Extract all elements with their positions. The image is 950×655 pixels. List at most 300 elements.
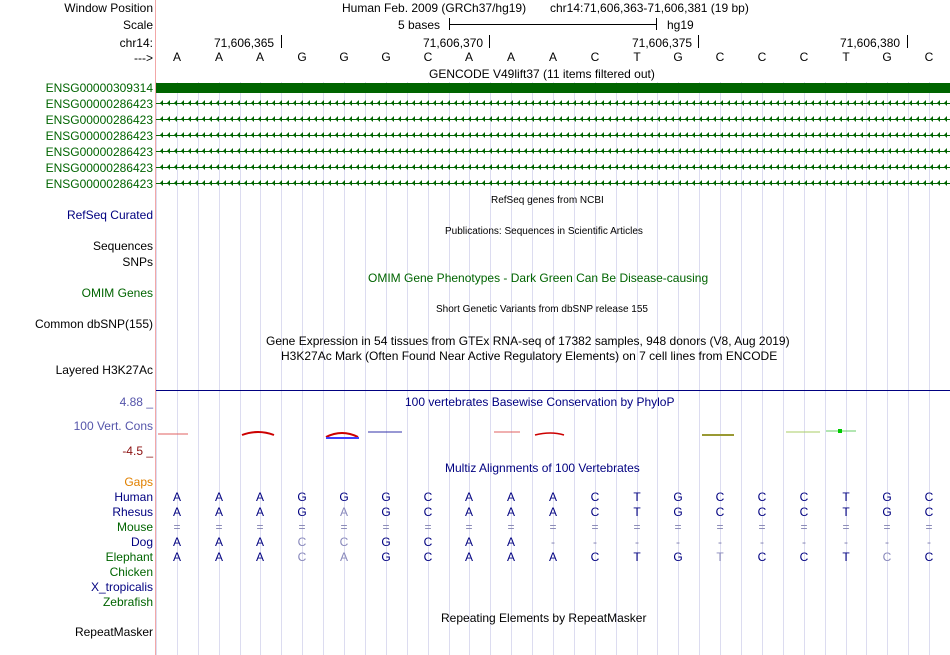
strand-arrow	[300, 100, 303, 106]
strand-arrow	[286, 100, 289, 106]
strand-arrow	[699, 116, 702, 122]
alignment-base: =	[173, 520, 181, 534]
alignment-base: G	[297, 505, 307, 519]
strand-arrow	[272, 116, 275, 122]
strand-arrow	[503, 100, 506, 106]
strand-arrow	[405, 100, 408, 106]
strand-arrow	[566, 132, 569, 138]
strand-arrow	[580, 164, 583, 170]
strand-arrow	[412, 164, 415, 170]
strand-arrow	[566, 116, 569, 122]
strand-arrow	[902, 148, 905, 154]
alignment-base: C	[297, 535, 307, 549]
strand-arrow	[566, 180, 569, 186]
strand-arrow	[923, 148, 926, 154]
strand-arrow	[412, 132, 415, 138]
strand-arrow	[594, 180, 597, 186]
strand-arrow	[216, 100, 219, 106]
strand-arrow	[538, 148, 541, 154]
strand-arrow	[349, 100, 352, 106]
strand-arrow	[482, 116, 485, 122]
scale-db: hg19	[667, 18, 694, 32]
strand-arrow	[566, 100, 569, 106]
strand-arrow	[832, 132, 835, 138]
species-label[interactable]: X_tropicalis	[90, 580, 153, 594]
strand-arrow	[377, 164, 380, 170]
strand-arrow	[307, 100, 310, 106]
strand-arrow	[181, 148, 184, 154]
strand-arrow	[524, 100, 527, 106]
alignment-base: =	[215, 520, 223, 534]
strand-arrow	[937, 116, 940, 122]
strand-arrow	[706, 116, 709, 122]
strand-arrow	[517, 132, 520, 138]
strand-arrow	[643, 148, 646, 154]
strand-arrow	[678, 148, 681, 154]
strand-arrow	[874, 132, 877, 138]
strand-arrow	[384, 100, 387, 106]
strand-arrow	[223, 132, 226, 138]
strand-arrow	[769, 164, 772, 170]
strand-arrow	[944, 148, 947, 154]
species-label[interactable]: Mouse	[116, 520, 153, 534]
strand-arrow	[244, 164, 247, 170]
strand-arrow	[657, 100, 660, 106]
gene-intron-arrows[interactable]	[156, 151, 950, 152]
strand-label: --->	[134, 51, 153, 65]
strand-arrow	[727, 100, 730, 106]
strand-arrow	[202, 164, 205, 170]
strand-arrow	[853, 116, 856, 122]
strand-arrow	[853, 132, 856, 138]
alignment-base: A	[464, 535, 473, 549]
gencode-gene-label[interactable]: ENSG00000286423	[45, 113, 153, 127]
strand-arrow	[223, 148, 226, 154]
strand-arrow	[307, 180, 310, 186]
refseq-track-title: RefSeq genes from NCBI	[491, 195, 604, 206]
strand-arrow	[916, 100, 919, 106]
strand-arrow	[762, 180, 765, 186]
common-dbsnp-label[interactable]: Common dbSNP(155)	[34, 317, 153, 331]
strand-arrow	[293, 132, 296, 138]
strand-arrow	[909, 164, 912, 170]
strand-arrow	[237, 100, 240, 106]
strand-arrow	[188, 100, 191, 106]
strand-arrow	[468, 180, 471, 186]
strand-arrow	[328, 116, 331, 122]
strand-arrow	[825, 100, 828, 106]
strand-arrow	[398, 164, 401, 170]
strand-arrow	[286, 148, 289, 154]
strand-arrow	[279, 100, 282, 106]
alignment-base: T	[842, 550, 850, 564]
alignment-base: A	[548, 550, 557, 564]
species-label[interactable]: Dog	[130, 535, 153, 549]
alignment-base: G	[381, 535, 391, 549]
strand-arrow	[244, 100, 247, 106]
strand-arrow	[573, 100, 576, 106]
strand-arrow	[916, 132, 919, 138]
strand-arrow	[181, 164, 184, 170]
strand-arrow	[587, 116, 590, 122]
strand-arrow	[363, 100, 366, 106]
strand-arrow	[937, 100, 940, 106]
strand-arrow	[832, 148, 835, 154]
strand-arrow	[489, 164, 492, 170]
strand-arrow	[342, 180, 345, 186]
strand-arrow	[902, 164, 905, 170]
sequences-label[interactable]: Sequences	[92, 239, 153, 253]
strand-arrow	[650, 164, 653, 170]
strand-arrow	[552, 148, 555, 154]
strand-arrow	[804, 100, 807, 106]
strand-arrow	[580, 100, 583, 106]
strand-arrow	[258, 116, 261, 122]
strand-arrow	[811, 116, 814, 122]
strand-arrow	[538, 132, 541, 138]
strand-arrow	[895, 116, 898, 122]
layered-h3k27ac-label[interactable]: Layered H3K27Ac	[55, 363, 153, 377]
alignment-base: C	[423, 550, 433, 564]
strand-arrow	[524, 164, 527, 170]
strand-arrow	[251, 100, 254, 106]
strand-arrow	[846, 116, 849, 122]
strand-arrow	[342, 100, 345, 106]
alignment-base: A	[255, 535, 264, 549]
strand-arrow	[825, 116, 828, 122]
strand-arrow	[797, 100, 800, 106]
snps-label[interactable]: SNPs	[122, 255, 153, 269]
repeatmasker-label[interactable]: RepeatMasker	[74, 625, 153, 639]
strand-arrow	[517, 116, 520, 122]
strand-arrow	[776, 100, 779, 106]
alignment-base: A	[464, 505, 473, 519]
strand-arrow	[573, 148, 576, 154]
strand-arrow	[195, 100, 198, 106]
alignment-base: A	[214, 535, 223, 549]
strand-arrow	[888, 100, 891, 106]
strand-arrow	[839, 148, 842, 154]
strand-arrow	[825, 180, 828, 186]
gencode-gene-label[interactable]: ENSG00000286423	[45, 161, 153, 175]
strand-arrow	[419, 116, 422, 122]
gencode-gene-label[interactable]: ENSG00000286423	[45, 129, 153, 143]
strand-arrow	[741, 164, 744, 170]
strand-arrow	[923, 100, 926, 106]
strand-arrow	[769, 116, 772, 122]
strand-arrow	[272, 132, 275, 138]
strand-arrow	[419, 100, 422, 106]
strand-arrow	[867, 148, 870, 154]
strand-arrow	[629, 100, 632, 106]
gencode-gene-label[interactable]: ENSG00000309314	[45, 81, 153, 95]
strand-arrow	[636, 100, 639, 106]
strand-arrow	[664, 100, 667, 106]
gencode-gene-label[interactable]: ENSG00000286423	[45, 97, 153, 111]
strand-arrow	[489, 100, 492, 106]
strand-arrow	[342, 116, 345, 122]
strand-arrow	[468, 100, 471, 106]
strand-arrow	[419, 148, 422, 154]
alignment-base: -	[593, 535, 597, 549]
strand-arrow	[818, 180, 821, 186]
alignment-base: A	[506, 535, 515, 549]
gene-intron-arrows[interactable]	[156, 135, 950, 136]
alignment-base: A	[548, 505, 557, 519]
strand-arrow	[496, 180, 499, 186]
strand-arrow	[202, 116, 205, 122]
strand-arrow	[293, 180, 296, 186]
strand-arrow	[370, 132, 373, 138]
strand-arrow	[405, 148, 408, 154]
strand-arrow	[160, 164, 163, 170]
strand-arrow	[706, 148, 709, 154]
strand-arrow	[188, 148, 191, 154]
strand-arrow	[594, 132, 597, 138]
alignment-base: A	[339, 505, 348, 519]
strand-arrow	[762, 164, 765, 170]
alignment-base: C	[339, 535, 349, 549]
strand-arrow	[692, 100, 695, 106]
strand-arrow	[629, 148, 632, 154]
strand-arrow	[531, 180, 534, 186]
strand-arrow	[874, 164, 877, 170]
strand-arrow	[209, 148, 212, 154]
alignment-base: G	[673, 550, 683, 564]
strand-arrow	[230, 132, 233, 138]
strand-arrow	[223, 180, 226, 186]
gencode-gene-label[interactable]: ENSG00000286423	[45, 177, 153, 191]
strand-arrow	[636, 164, 639, 170]
strand-arrow	[650, 132, 653, 138]
species-label[interactable]: Chicken	[109, 565, 153, 579]
strand-arrow	[909, 180, 912, 186]
strand-arrow	[734, 164, 737, 170]
strand-arrow	[216, 148, 219, 154]
strand-arrow	[181, 180, 184, 186]
strand-arrow	[349, 148, 352, 154]
strand-arrow	[804, 180, 807, 186]
alignment-base: C	[715, 505, 725, 519]
species-label[interactable]: Zebrafish	[102, 595, 153, 609]
alignment-base: =	[800, 520, 808, 534]
strand-arrow	[426, 164, 429, 170]
strand-arrow	[629, 164, 632, 170]
species-label[interactable]: Elephant	[105, 550, 153, 564]
strand-arrow	[713, 148, 716, 154]
strand-arrow	[167, 132, 170, 138]
species-label[interactable]: Human	[114, 490, 153, 504]
strand-arrow	[769, 100, 772, 106]
gene-intron-arrows[interactable]	[156, 103, 950, 104]
strand-arrow	[706, 132, 709, 138]
multiz-track-title: Multiz Alignments of 100 Vertebrates	[445, 461, 640, 475]
strand-arrow	[636, 180, 639, 186]
alignment-base: C	[799, 550, 809, 564]
strand-arrow	[853, 148, 856, 154]
strand-arrow	[825, 132, 828, 138]
strand-arrow	[692, 148, 695, 154]
strand-arrow	[426, 100, 429, 106]
strand-arrow	[902, 132, 905, 138]
strand-arrow	[797, 180, 800, 186]
strand-arrow	[160, 180, 163, 186]
strand-arrow	[517, 164, 520, 170]
strand-arrow	[258, 164, 261, 170]
strand-arrow	[356, 148, 359, 154]
strand-arrow	[342, 132, 345, 138]
phylop-track-title: 100 vertebrates Basewise Conservation by PhyloP	[405, 395, 675, 409]
strand-arrow	[720, 132, 723, 138]
strand-arrow	[377, 100, 380, 106]
strand-arrow	[580, 116, 583, 122]
strand-arrow	[524, 116, 527, 122]
100-vert-cons-label[interactable]: 100 Vert. Cons	[73, 419, 153, 433]
species-alignment-row	[156, 520, 950, 534]
strand-arrow	[881, 164, 884, 170]
alignment-base: =	[883, 520, 891, 534]
strand-arrow	[265, 132, 268, 138]
strand-arrow	[706, 100, 709, 106]
strand-arrow	[202, 148, 205, 154]
strand-arrow	[510, 116, 513, 122]
strand-arrow	[398, 180, 401, 186]
strand-arrow	[874, 148, 877, 154]
strand-arrow	[328, 180, 331, 186]
strand-arrow	[783, 100, 786, 106]
strand-arrow	[293, 100, 296, 106]
strand-arrow	[587, 100, 590, 106]
strand-arrow	[881, 100, 884, 106]
strand-arrow	[650, 116, 653, 122]
alignment-base: A	[506, 505, 515, 519]
strand-arrow	[552, 116, 555, 122]
strand-arrow	[671, 164, 674, 170]
gene-intron-arrows[interactable]	[156, 167, 950, 168]
ruler-tick-label: 71,606,375	[632, 36, 693, 50]
strand-arrow	[664, 180, 667, 186]
gene-intron-arrows[interactable]	[156, 183, 950, 184]
strand-arrow	[188, 116, 191, 122]
strand-arrow	[300, 148, 303, 154]
strand-arrow	[811, 148, 814, 154]
strand-arrow	[265, 180, 268, 186]
strand-arrow	[510, 100, 513, 106]
strand-arrow	[335, 116, 338, 122]
alignment-base: G	[882, 490, 892, 504]
strand-arrow	[279, 116, 282, 122]
strand-arrow	[902, 180, 905, 186]
strand-arrow	[643, 132, 646, 138]
strand-arrow	[405, 116, 408, 122]
strand-arrow	[559, 148, 562, 154]
strand-arrow	[713, 100, 716, 106]
strand-arrow	[531, 132, 534, 138]
strand-arrow	[503, 116, 506, 122]
strand-arrow	[720, 116, 723, 122]
strand-arrow	[377, 148, 380, 154]
strand-arrow	[503, 132, 506, 138]
base-letter: G	[339, 50, 349, 64]
alignment-base: =	[424, 520, 432, 534]
strand-arrow	[286, 132, 289, 138]
species-label[interactable]: Rhesus	[112, 505, 153, 519]
strand-arrow	[237, 180, 240, 186]
strand-arrow	[664, 132, 667, 138]
refseq-curated-label[interactable]: RefSeq Curated	[66, 208, 153, 222]
strand-arrow	[531, 100, 534, 106]
strand-arrow	[573, 180, 576, 186]
strand-arrow	[167, 100, 170, 106]
strand-arrow	[251, 132, 254, 138]
alignment-base: =	[340, 520, 348, 534]
strand-arrow	[265, 116, 268, 122]
strand-arrow	[580, 148, 583, 154]
strand-arrow	[286, 164, 289, 170]
alignment-base: =	[633, 520, 641, 534]
strand-arrow	[482, 132, 485, 138]
alignment-base: -	[760, 535, 764, 549]
alignment-base: T	[842, 505, 850, 519]
alignment-base: C	[924, 550, 934, 564]
gene-intron-arrows[interactable]	[156, 119, 950, 120]
strand-arrow	[699, 164, 702, 170]
strand-arrow	[244, 116, 247, 122]
strand-arrow	[377, 116, 380, 122]
strand-arrow	[832, 116, 835, 122]
alignment-base: G	[673, 505, 683, 519]
strand-arrow	[608, 116, 611, 122]
strand-arrow	[671, 132, 674, 138]
strand-arrow	[251, 116, 254, 122]
alignment-base: G	[673, 490, 683, 504]
strand-arrow	[860, 100, 863, 106]
strand-arrow	[895, 148, 898, 154]
gencode-gene-label[interactable]: ENSG00000286423	[45, 145, 153, 159]
strand-arrow	[790, 116, 793, 122]
scale-value: 5 bases	[398, 18, 441, 32]
gene-exon-bar[interactable]	[156, 83, 950, 93]
strand-arrow	[874, 180, 877, 186]
gaps-label[interactable]: Gaps	[124, 475, 153, 489]
strand-arrow	[559, 164, 562, 170]
strand-arrow	[433, 132, 436, 138]
strand-arrow	[622, 100, 625, 106]
strand-arrow	[671, 148, 674, 154]
strand-arrow	[762, 116, 765, 122]
strand-arrow	[594, 164, 597, 170]
base-letter: G	[297, 50, 307, 64]
strand-arrow	[818, 148, 821, 154]
strand-arrow	[713, 132, 716, 138]
strand-arrow	[692, 132, 695, 138]
strand-arrow	[601, 116, 604, 122]
strand-arrow	[258, 100, 261, 106]
strand-arrow	[328, 100, 331, 106]
strand-arrow	[804, 148, 807, 154]
strand-arrow	[671, 116, 674, 122]
strand-arrow	[559, 116, 562, 122]
strand-arrow	[202, 132, 205, 138]
strand-arrow	[433, 164, 436, 170]
alignment-base: C	[799, 490, 809, 504]
strand-arrow	[510, 164, 513, 170]
strand-arrow	[440, 132, 443, 138]
strand-arrow	[195, 116, 198, 122]
alignment-base: -	[844, 535, 848, 549]
strand-arrow	[468, 164, 471, 170]
omim-genes-label[interactable]: OMIM Genes	[81, 286, 153, 300]
